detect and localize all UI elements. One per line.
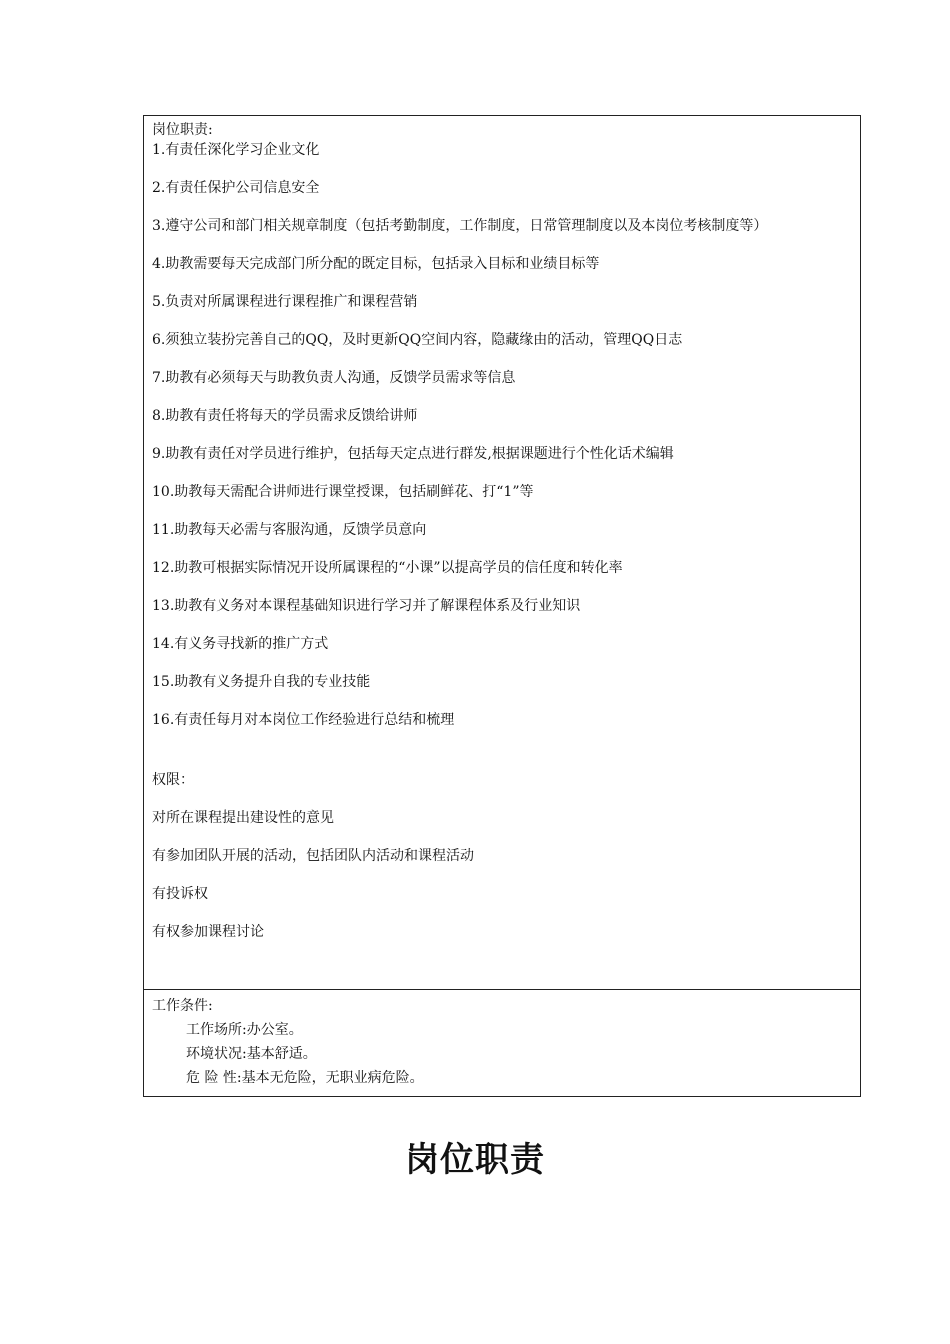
duty-item: 6.须独立装扮完善自己的QQ，及时更新QQ空间内容，隐藏缘由的活动，管理QQ日志 [152,332,683,348]
rights-list [152,808,852,942]
duty-item: 1.有责任深化学习企业文化 [152,142,320,158]
duty-item: 11.助教每天必需与客服沟通，反馈学员意向 [152,522,427,538]
rights-heading: 权限： [152,772,194,788]
duties-heading: 岗位职责: [152,122,213,138]
rights-item: 有权参加课程讨论 [152,924,264,940]
conditions-cell [144,990,860,1096]
document-title: 岗位职责 [405,1140,545,1180]
duty-item: 10.助教每天需配合讲师进行课堂授课，包括刷鲜花、打“1”等 [152,484,534,500]
conditions-heading: 工作条件: [152,998,213,1014]
rights-item: 对所在课程提出建设性的意见 [152,810,334,826]
condition-environment: 环境状况:基本舒适。 [186,1046,317,1062]
job-description-table [143,115,861,1097]
duty-item: 2.有责任保护公司信息安全 [152,180,320,196]
duty-item: 13.助教有义务对本课程基础知识进行学习并了解课程体系及行业知识 [152,598,581,614]
duty-item: 7.助教有必须每天与助教负责人沟通，反馈学员需求等信息 [152,370,516,386]
duty-item: 9.助教有责任对学员进行维护，包括每天定点进行群发,根据课题进行个性化话术编辑 [152,446,674,462]
duty-item: 5.负责对所属课程进行课程推广和课程营销 [152,294,418,310]
duty-item: 14.有义务寻找新的推广方式 [152,636,329,652]
duty-item: 3.遵守公司和部门相关规章制度（包括考勤制度，工作制度，日常管理制度以及本岗位考核制度等） [152,218,768,234]
duty-item: 12.助教可根据实际情况开设所属课程的“小课”以提高学员的信任度和转化率 [152,560,623,576]
duties-cell [144,116,860,990]
condition-workplace: 工作场所:办公室。 [186,1022,303,1038]
rights-item: 有投诉权 [152,886,208,902]
duty-item: 16.有责任每月对本岗位工作经验进行总结和梳理 [152,712,455,728]
rights-item: 有参加团队开展的活动，包括团队内活动和课程活动 [152,848,474,864]
duty-item: 15.助教有义务提升自我的专业技能 [152,674,371,690]
duties-list [152,140,852,730]
condition-risk: 危 险 性:基本无危险，无职业病危险。 [186,1070,424,1086]
duty-item: 4.助教需要每天完成部门所分配的既定目标，包括录入目标和业绩目标等 [152,256,600,272]
duty-item: 8.助教有责任将每天的学员需求反馈给讲师 [152,408,418,424]
